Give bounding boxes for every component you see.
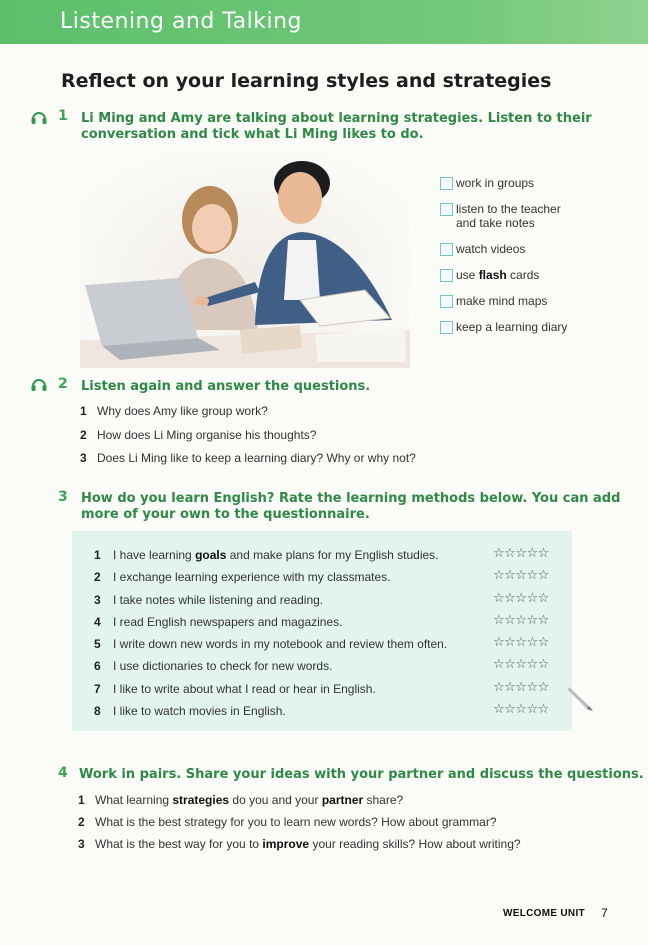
question-number: 1: [80, 404, 87, 418]
rating-text: I like to watch movies in English.: [113, 704, 286, 718]
question-row: [78, 837, 521, 851]
option-label-pre: use: [456, 268, 479, 282]
question-text: How does Li Ming organise his thoughts?: [97, 428, 317, 442]
checkbox[interactable]: [440, 203, 453, 216]
question-text: Does Li Ming like to keep a learning diary? Why or why not?: [97, 451, 416, 465]
question-row: [78, 793, 403, 807]
option-label: keep a learning diary: [456, 320, 568, 334]
question-row: [80, 428, 316, 442]
exercise-4-number: 4: [58, 765, 68, 781]
rating-number: 2: [94, 570, 101, 584]
option-label: make mind maps: [456, 294, 548, 308]
question-text-bold: improve: [262, 837, 310, 851]
checkbox[interactable]: [440, 243, 453, 256]
option-label-line1: listen to the teacher: [456, 202, 561, 216]
rating-number: 1: [94, 548, 101, 562]
rating-text: I read English newspapers and magazines.: [113, 615, 343, 629]
question-text-part: share?: [363, 793, 404, 807]
rating-row: [94, 659, 564, 673]
rating-row: [94, 548, 564, 562]
option-work-in-groups[interactable]: [440, 176, 534, 190]
exercise-1-instruction-line2: conversation and tick what Li Ming likes to do.: [81, 127, 424, 142]
question-row: [80, 451, 416, 465]
rating-text: I like to write about what I read or hear in English.: [113, 682, 376, 696]
option-label-line2: and take notes: [456, 216, 535, 230]
rating-row: [94, 682, 564, 696]
exercise-3-instruction-line2: more of your own to the questionnaire.: [81, 507, 370, 522]
rating-text: I exchange learning experience with my classmates.: [113, 570, 391, 584]
rating-number: 5: [94, 637, 101, 651]
star-rating[interactable]: ☆☆☆☆☆: [493, 635, 549, 650]
headphone-icon[interactable]: [30, 375, 48, 393]
question-text-part: do you and your: [229, 793, 322, 807]
star-rating[interactable]: ☆☆☆☆☆: [493, 613, 549, 628]
checkbox[interactable]: [440, 295, 453, 308]
option-label-bold: flash: [478, 268, 507, 282]
option-make-mind-maps[interactable]: [440, 294, 547, 308]
question-row: [80, 404, 268, 418]
question-number: 2: [78, 815, 85, 829]
exercise-4-instruction: Work in pairs. Share your ideas with your partner and discuss the questions.: [79, 767, 644, 782]
question-text-part: What learning: [95, 793, 173, 807]
students-photo: [80, 150, 410, 368]
rating-text: I write down new words in my notebook and review them often.: [113, 637, 448, 651]
option-label-post: cards: [506, 268, 540, 282]
rating-text-pre: I have learning: [113, 548, 196, 562]
question-number: 3: [80, 451, 87, 465]
section-title: Reflect on your learning styles and strategies: [61, 70, 552, 92]
rating-row: [94, 593, 564, 607]
star-rating[interactable]: ☆☆☆☆☆: [493, 680, 549, 695]
question-text: What is the best strategy for you to learn new words? How about grammar?: [95, 815, 497, 829]
rating-text-post: and make plans for my English studies.: [226, 548, 439, 562]
header-banner: [0, 0, 648, 44]
pencil-icon: [566, 684, 596, 714]
checkbox[interactable]: [440, 321, 453, 334]
star-rating[interactable]: ☆☆☆☆☆: [493, 702, 549, 717]
option-keep-learning-diary[interactable]: [440, 320, 567, 334]
footer-unit-label: WELCOME UNIT: [503, 908, 585, 919]
question-number: 3: [78, 837, 85, 851]
option-label: watch videos: [456, 242, 526, 256]
rating-number: 7: [94, 682, 101, 696]
exercise-2-number: 2: [58, 376, 68, 392]
rating-row: [94, 615, 564, 629]
exercise-3-number: 3: [58, 489, 68, 505]
rating-number: 8: [94, 704, 101, 718]
question-text: Why does Amy like group work?: [97, 404, 268, 418]
rating-text: I take notes while listening and reading.: [113, 593, 324, 607]
option-label: [456, 268, 539, 282]
rating-number: 4: [94, 615, 101, 629]
question-text-bold: strategies: [172, 793, 230, 807]
exercise-2-instruction: Listen again and answer the questions.: [81, 379, 371, 394]
question-text-bold: partner: [321, 793, 364, 807]
exercise-1-number: 1: [58, 108, 68, 124]
rating-text-bold: goals: [195, 548, 227, 562]
option-label: [456, 202, 561, 230]
star-rating[interactable]: ☆☆☆☆☆: [493, 657, 549, 672]
headphone-icon[interactable]: [30, 108, 48, 126]
rating-row: [94, 704, 564, 718]
question-text: [95, 793, 403, 807]
option-use-flash-cards[interactable]: [440, 268, 539, 282]
checkbox[interactable]: [440, 177, 453, 190]
rating-row: [94, 637, 564, 651]
star-rating[interactable]: ☆☆☆☆☆: [493, 591, 549, 606]
checkbox[interactable]: [440, 269, 453, 282]
question-text-part: What is the best way for you to: [95, 837, 263, 851]
page-number: 7: [601, 906, 608, 920]
banner-title: Listening and Talking: [60, 9, 302, 34]
exercise-1-instruction-line1: Li Ming and Amy are talking about learning strategies. Listen to their: [81, 111, 592, 126]
rating-text: I use dictionaries to check for new words.: [113, 659, 333, 673]
question-row: [78, 815, 497, 829]
question-text: [95, 837, 521, 851]
option-listen-to-teacher[interactable]: [440, 202, 561, 230]
rating-number: 3: [94, 593, 101, 607]
question-number: 2: [80, 428, 87, 442]
question-number: 1: [78, 793, 85, 807]
rating-row: [94, 570, 564, 584]
star-rating[interactable]: ☆☆☆☆☆: [493, 546, 549, 561]
question-text-part: your reading skills? How about writing?: [309, 837, 521, 851]
exercise-3-instruction-line1: How do you learn English? Rate the learning methods below. You can add: [81, 491, 621, 506]
option-label: work in groups: [456, 176, 535, 190]
star-rating[interactable]: ☆☆☆☆☆: [493, 568, 549, 583]
rating-number: 6: [94, 659, 101, 673]
option-watch-videos[interactable]: [440, 242, 525, 256]
